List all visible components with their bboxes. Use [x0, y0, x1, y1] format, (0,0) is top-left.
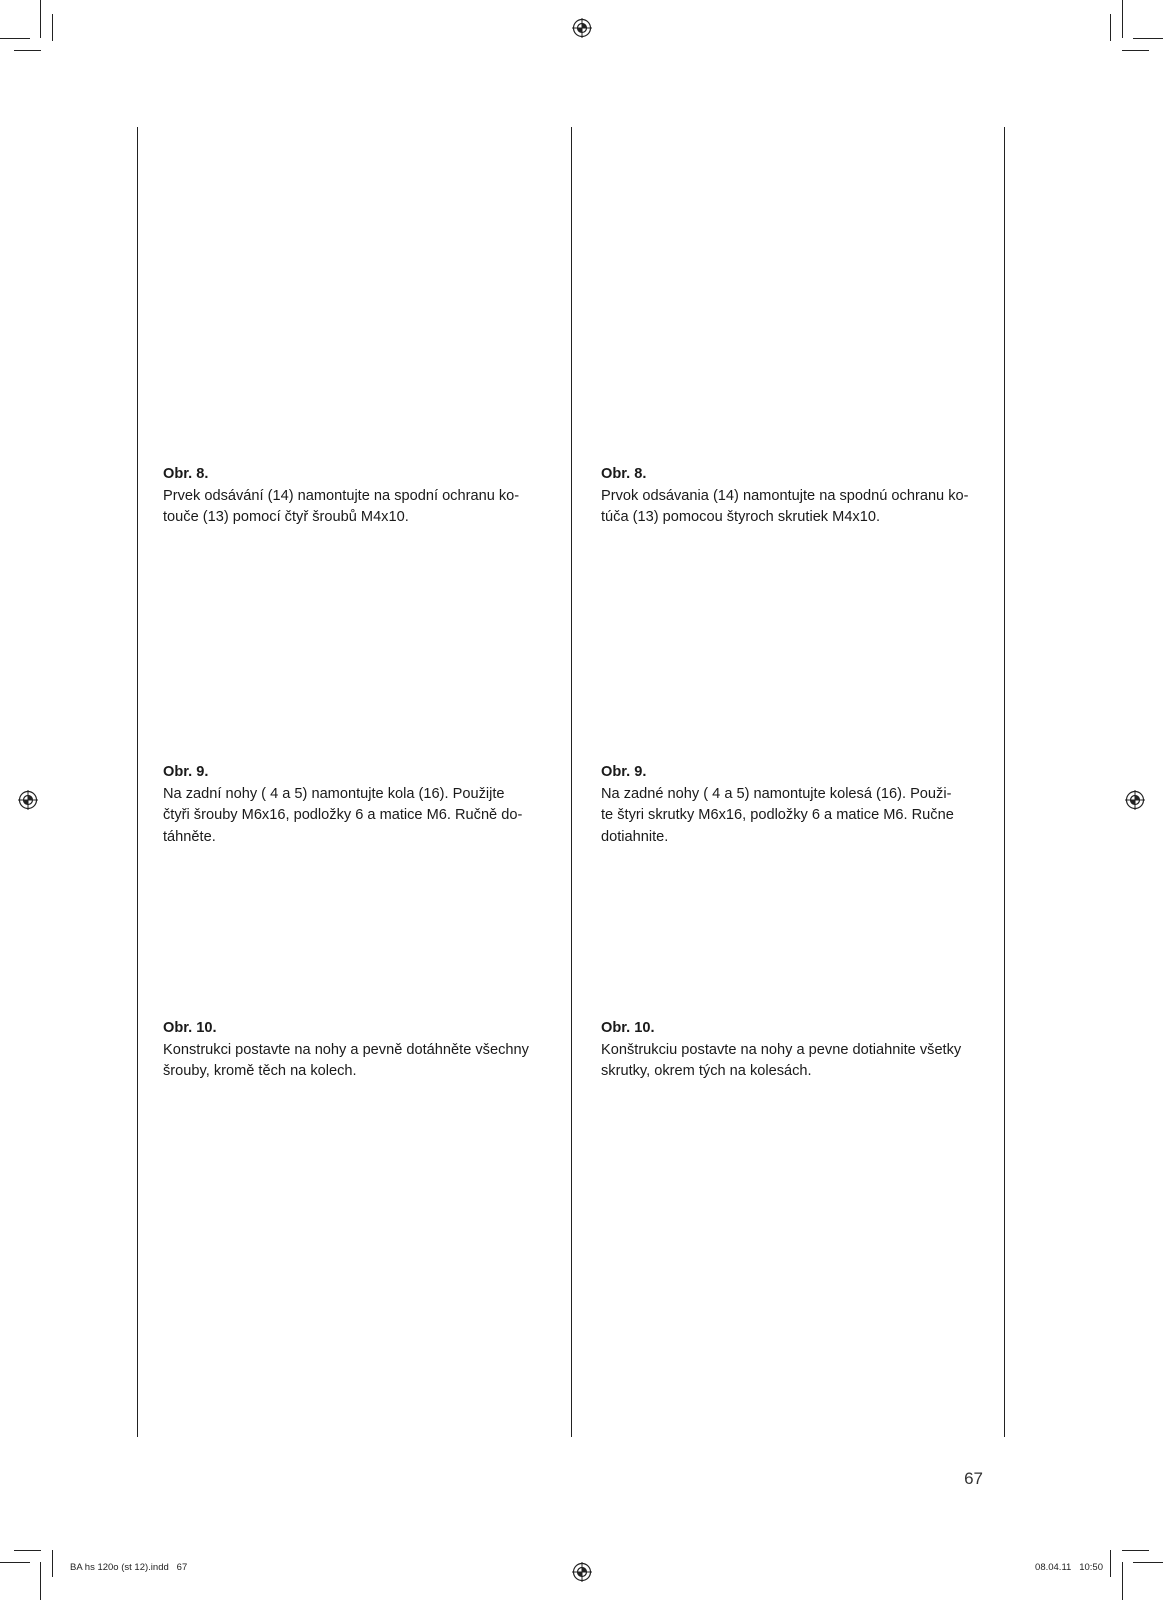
body-line: čtyři šrouby M6x16, podložky 6 a matice M6. Ručně do-	[163, 807, 523, 823]
crop-mark	[40, 1562, 41, 1600]
crop-mark	[1122, 1550, 1149, 1551]
section-heading: Obr. 9.	[163, 764, 209, 780]
registration-mark-icon	[18, 790, 38, 810]
body-line: skrutky, okrem tých na kolesách.	[601, 1063, 812, 1079]
body-line: Konstrukci postavte na nohy a pevně dotáhněte všechny	[163, 1041, 529, 1058]
section-obr-8-sk	[601, 464, 983, 529]
crop-mark	[52, 14, 53, 41]
body-line: táhněte.	[163, 828, 216, 845]
body-line: šrouby, kromě těch na kolech.	[163, 1063, 357, 1079]
body-line: te štyri skrutky M6x16, podložky 6 a matice M6. Ručne	[601, 807, 954, 823]
body-line: dotiahnite.	[601, 828, 669, 845]
crop-mark	[1133, 1562, 1163, 1563]
registration-mark-icon	[572, 1562, 592, 1582]
section-obr-9-cz	[163, 762, 545, 848]
section-heading: Obr. 8.	[163, 466, 209, 482]
crop-mark	[14, 50, 41, 51]
section-heading: Obr. 9.	[601, 764, 647, 780]
column-rule-left	[137, 127, 138, 1437]
registration-mark-icon	[1125, 790, 1145, 810]
section-heading: Obr. 8.	[601, 466, 647, 482]
section-body	[163, 1040, 545, 1083]
body-line: touče (13) pomocí čtyř šroubů M4x10.	[163, 509, 409, 525]
body-line: Konštrukciu postavte na nohy a pevne dotiahnite všetky	[601, 1041, 962, 1058]
body-line: Prvek odsávání (14) namontujte na spodní ochranu ko-	[163, 487, 520, 504]
slug-date-time: 08.04.11 10:50	[1035, 1562, 1103, 1573]
crop-mark	[40, 0, 41, 38]
crop-mark	[0, 38, 30, 39]
body-line: Prvok odsávania (14) namontujte na spodnú ochranu ko-	[601, 487, 969, 504]
column-rule-right	[1004, 127, 1005, 1437]
section-body	[163, 784, 545, 849]
crop-mark	[1122, 50, 1149, 51]
section-body	[163, 486, 545, 529]
slug-file-info: BA hs 120o (st 12).indd 67	[70, 1562, 188, 1573]
section-obr-9-sk	[601, 762, 983, 848]
section-heading: Obr. 10.	[601, 1020, 655, 1036]
crop-mark	[14, 1550, 41, 1551]
section-heading: Obr. 10.	[163, 1020, 217, 1036]
crop-mark	[1110, 14, 1111, 41]
section-obr-10-cz	[163, 1018, 545, 1083]
section-obr-10-sk	[601, 1018, 983, 1083]
crop-mark	[1110, 1550, 1111, 1577]
crop-mark	[0, 1562, 30, 1563]
page-number: 67	[964, 1469, 983, 1488]
crop-mark	[1122, 1562, 1123, 1600]
body-line: Na zadní nohy ( 4 a 5) namontujte kola (16). Použijte	[163, 785, 505, 802]
body-line: túča (13) pomocou štyroch skrutiek M4x10.	[601, 509, 881, 525]
registration-mark-icon	[572, 18, 592, 38]
crop-mark	[52, 1550, 53, 1577]
section-body	[601, 486, 983, 529]
crop-mark	[1133, 38, 1163, 39]
section-body	[601, 1040, 983, 1083]
crop-mark	[1122, 0, 1123, 38]
column-rule-middle	[571, 127, 572, 1437]
section-obr-8-cz	[163, 464, 545, 529]
section-body	[601, 784, 983, 849]
body-line: Na zadné nohy ( 4 a 5) namontujte kolesá (16). Použi-	[601, 785, 952, 802]
